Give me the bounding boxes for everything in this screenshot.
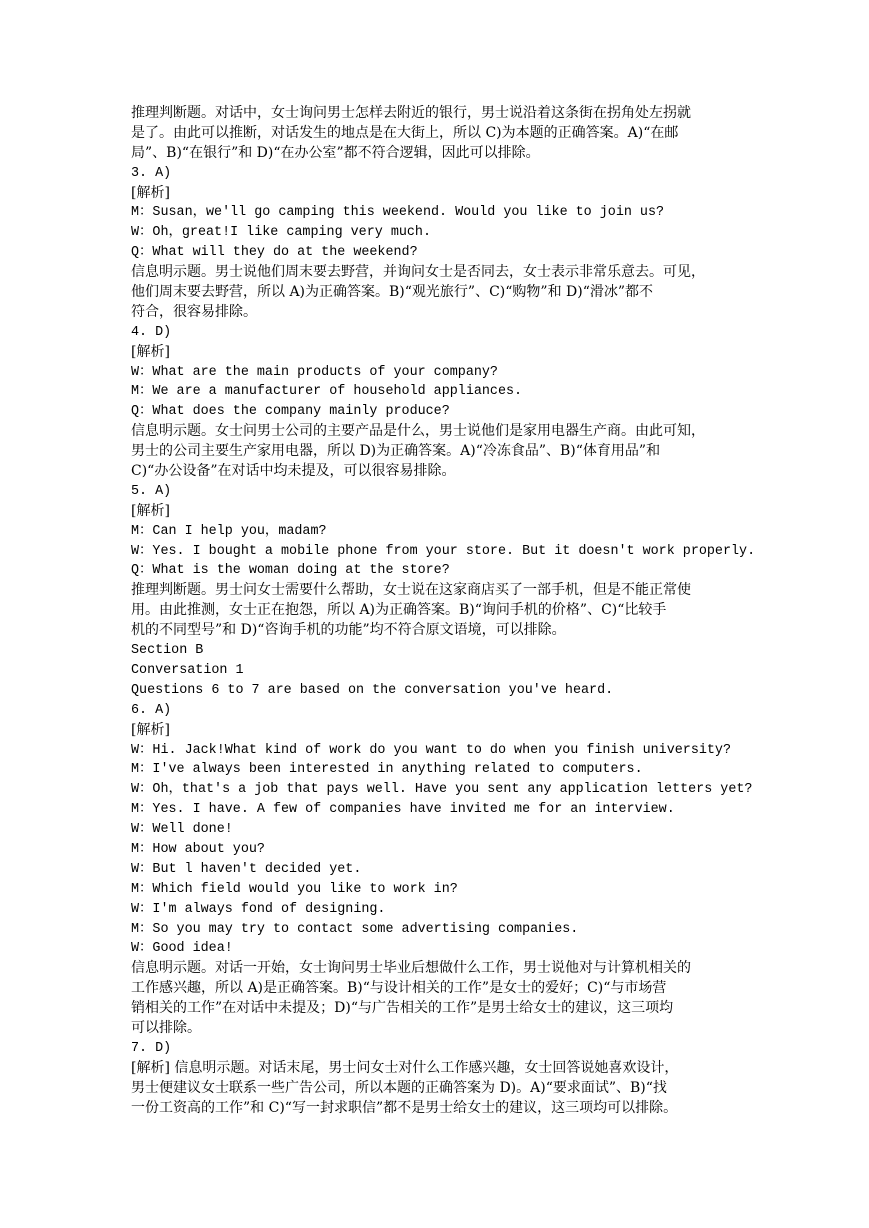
text-line: 工作感兴趣，所以 A)是正确答案。B)“与设计相关的工作”是女士的爱好；C)“与市场营 (131, 980, 667, 997)
dialogue-line: M：I've always been interested in anything related to computers. (131, 762, 643, 778)
answer-line: 4. D) (131, 324, 172, 340)
dialogue-line: W：Yes. I bought a mobile phone from your store. But it doesn't work properly. (131, 543, 756, 559)
text-line: 一份工资高的工作”和 C)“写一封求职信”都不是男士给女士的建议，这三项均可以排除。 (131, 1099, 678, 1116)
document-body (131, 104, 756, 1118)
analysis-label: [解析] (131, 184, 170, 201)
dialogue-line: M：Susan，we'll go camping this weekend. Would you like to join us? (131, 205, 665, 221)
answer-line: 3. A) (131, 165, 172, 181)
answer-line: 6. A) (131, 702, 172, 718)
question-line: Q：What will they do at the weekend? (131, 245, 418, 261)
text-line: 用。由此推测，女士正在抱怨，所以 A)为正确答案。B)“询问手机的价格”、C)“比较手 (131, 602, 667, 619)
dialogue-line: M：Can I help you，madam? (131, 523, 327, 539)
text-line: 推理判断题。对话中，女士询问男士怎样去附近的银行，男士说沿着这条街在拐角处左拐就 (131, 105, 691, 121)
instruction-line: Questions 6 to 7 are based on the conversation you've heard. (131, 682, 614, 698)
text-line: 推理判断题。男士问女士需要什么帮助，女士说在这家商店买了一部手机，但是不能正常使 (131, 582, 691, 599)
analysis-label: [解析] (131, 343, 170, 360)
text-line: 销相关的工作”在对话中未提及；D)“与广告相关的工作”是男士给女士的建议，这三项均 (131, 1000, 674, 1017)
text-line: 可以排除。 (131, 1019, 201, 1036)
text-line: 机的不同型号”和 D)“咨询手机的功能”均不符合原文语境，可以排除。 (131, 622, 566, 639)
dialogue-line: W：But l haven't decided yet. (131, 861, 362, 877)
answer-line: 7. D) (131, 1040, 172, 1056)
section-heading: Section B (131, 643, 204, 659)
text-line: 男士便建议女士联系一些广告公司，所以本题的正确答案为 D)。A)“要求面试”、B)“找 (131, 1079, 667, 1096)
text-line: 符合，很容易排除。 (131, 303, 257, 320)
dialogue-line: W：Oh，that's a job that pays well. Have you sent any application letters yet? (131, 782, 753, 798)
dialogue-line: W：Well done! (131, 822, 233, 838)
dialogue-line: W：Good idea! (131, 941, 233, 957)
dialogue-line: M：So you may try to contact some advertising companies. (131, 921, 579, 937)
dialogue-line: M：How about you? (131, 841, 265, 857)
analysis-label: [解析] (131, 721, 170, 738)
dialogue-line: M：We are a manufacturer of household appliances. (131, 384, 523, 400)
dialogue-line: W：I'm always fond of designing. (131, 901, 386, 917)
text-line: C)“办公设备”在对话中均未提及，可以很容易排除。 (131, 463, 456, 480)
text-line: 是了。由此可以推断，对话发生的地点是在大街上，所以 C)为本题的正确答案。A)“在邮 (131, 124, 679, 141)
conversation-heading: Conversation 1 (131, 662, 244, 678)
dialogue-line: W：What are the main products of your company? (131, 364, 498, 380)
question-line: Q：What does the company mainly produce? (131, 404, 450, 420)
text-line: 他们周末要去野营，所以 A)为正确答案。B)“观光旅行”、C)“购物”和 D)“滑冰”都不 (131, 284, 654, 301)
analysis-label: [解析] (131, 502, 170, 519)
question-line: Q：What is the woman doing at the store? (131, 563, 450, 579)
text-line: 信息明示题。对话一开始，女士询问男士毕业后想做什么工作，男士说他对与计算机相关的 (131, 960, 691, 977)
text-line: 信息明示题。女士问男士公司的主要产品是什么，男士说他们是家用电器生产商。由此可知， (131, 423, 705, 440)
text-line: 男士的公司主要生产家用电器，所以 D)为正确答案。A)“冷冻食品”、B)“体育用品”和 (131, 443, 661, 460)
text-line: [解析] 信息明示题。对话末尾，男士问女士对什么工作感兴趣，女士回答说她喜欢设计， (131, 1059, 679, 1076)
dialogue-line: W：Oh，great!I like camping very much. (131, 225, 431, 241)
text-line: 信息明示题。男士说他们周末要去野营，并询问女士是否同去，女士表示非常乐意去。可见， (131, 264, 705, 281)
dialogue-line: W：Hi. Jack!What kind of work do you want to do when you finish university? (131, 742, 731, 758)
dialogue-line: M：Which field would you like to work in? (131, 881, 458, 897)
answer-line: 5. A) (131, 483, 172, 499)
dialogue-line: M：Yes. I have. A few of companies have invited me for an interview. (131, 802, 675, 818)
text-line: 局”、B)“在银行”和 D)“在办公室”都不符合逻辑，因此可以排除。 (131, 144, 540, 161)
